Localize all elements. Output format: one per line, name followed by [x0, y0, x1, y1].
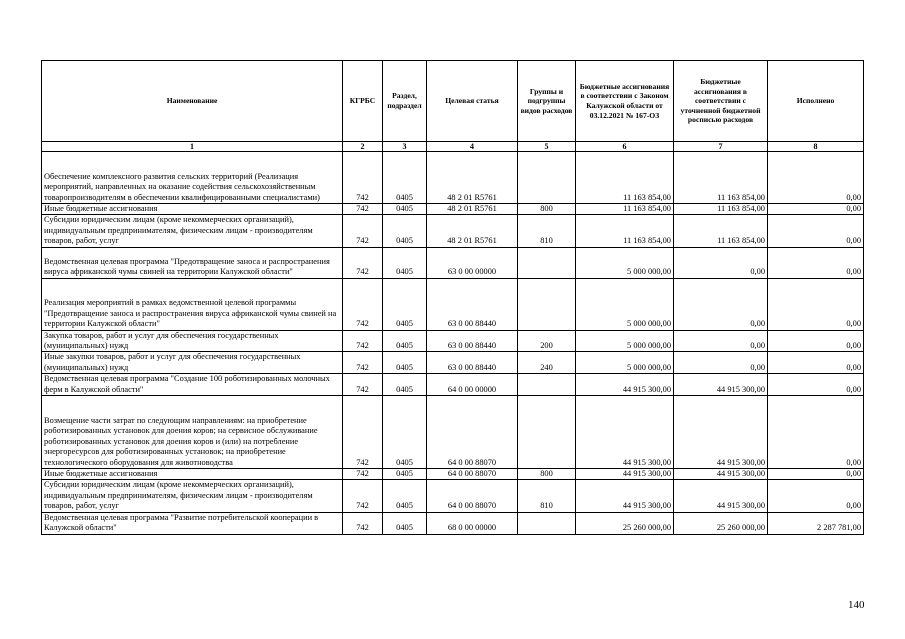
table-row [42, 152, 864, 204]
column-number: 1 [42, 142, 343, 152]
column-number: 7 [674, 142, 768, 152]
budget-table-sheet [41, 60, 863, 535]
table-row [42, 396, 864, 469]
row-article: 64 0 00 88070 [427, 396, 518, 469]
row-law-allocation: 44 915 300,00 [576, 396, 674, 469]
row-razdel: 0405 [383, 480, 427, 512]
table-row [42, 330, 864, 352]
row-name: Иные бюджетные ассигнования [42, 204, 343, 215]
row-name: Возмещение части затрат по следующим направлениям: на приобретение роботизированных установок для доения коров; на сервисное обслуживание роботизированных установок для доения коров и (или) на потребление энергоресурсов для роботизированных установок; на приобретение технологического оборудования для животноводства [42, 396, 343, 469]
row-executed: 0,00 [768, 247, 864, 278]
column-numbers-row [42, 142, 864, 152]
column-number: 3 [383, 142, 427, 152]
row-article: 63 0 00 00000 [427, 247, 518, 278]
header-name: Наименование [42, 61, 343, 142]
column-number: 5 [518, 142, 576, 152]
header-kgrbs: КГРБС [343, 61, 383, 142]
row-article: 48 2 01 R5761 [427, 215, 518, 247]
row-law-allocation: 44 915 300,00 [576, 374, 674, 396]
row-razdel: 0405 [383, 512, 427, 534]
row-plan-allocation: 0,00 [674, 330, 768, 352]
row-name: Иные закупки товаров, работ и услуг для обеспечения государственных (муниципальных) нужд [42, 352, 343, 374]
row-plan-allocation: 25 260 000,00 [674, 512, 768, 534]
table-row [42, 278, 864, 330]
row-kgrbs: 742 [343, 204, 383, 215]
row-plan-allocation: 0,00 [674, 247, 768, 278]
row-group: 240 [518, 352, 576, 374]
row-executed: 0,00 [768, 215, 864, 247]
row-article: 48 2 01 R5761 [427, 152, 518, 204]
row-executed: 0,00 [768, 204, 864, 215]
row-executed: 0,00 [768, 480, 864, 512]
row-plan-allocation: 44 915 300,00 [674, 396, 768, 469]
row-group: 800 [518, 469, 576, 480]
row-article: 63 0 00 88440 [427, 352, 518, 374]
row-kgrbs: 742 [343, 278, 383, 330]
row-name: Ведомственная целевая программа "Развитие потребительской кооперации в Калужской области" [42, 512, 343, 534]
row-razdel: 0405 [383, 396, 427, 469]
row-law-allocation: 11 163 854,00 [576, 215, 674, 247]
row-kgrbs: 742 [343, 469, 383, 480]
row-razdel: 0405 [383, 204, 427, 215]
row-kgrbs: 742 [343, 512, 383, 534]
row-kgrbs: 742 [343, 374, 383, 396]
row-article: 63 0 00 88440 [427, 278, 518, 330]
row-group [518, 247, 576, 278]
row-name: Ведомственная целевая программа "Предотвращение заноса и распространения вируса африканской чумы свиней на территории Калужской области" [42, 247, 343, 278]
row-law-allocation: 5 000 000,00 [576, 352, 674, 374]
header-group: Группы и подгруппы видов расходов [518, 61, 576, 142]
row-law-allocation: 5 000 000,00 [576, 247, 674, 278]
row-name: Реализация мероприятий в рамках ведомственной целевой программы "Предотвращение заноса и распространения вируса африканской чумы свиней на территории Калужской области" [42, 278, 343, 330]
row-name: Иные бюджетные ассигнования [42, 469, 343, 480]
row-razdel: 0405 [383, 278, 427, 330]
row-name: Субсидии юридическим лицам (кроме некоммерческих организаций), индивидуальным предпринимателям, физическим лицам - производителям товаров, работ, услуг [42, 215, 343, 247]
row-kgrbs: 742 [343, 396, 383, 469]
row-kgrbs: 742 [343, 247, 383, 278]
row-plan-allocation: 44 915 300,00 [674, 480, 768, 512]
row-law-allocation: 5 000 000,00 [576, 278, 674, 330]
row-razdel: 0405 [383, 330, 427, 352]
row-executed: 0,00 [768, 469, 864, 480]
row-kgrbs: 742 [343, 330, 383, 352]
row-executed: 0,00 [768, 278, 864, 330]
row-executed: 0,00 [768, 374, 864, 396]
row-group: 200 [518, 330, 576, 352]
header-law-allocation: Бюджетные ассигнования в соответствии с Законом Калужской области от 03.12.2021 № 167-ОЗ [576, 61, 674, 142]
row-law-allocation: 25 260 000,00 [576, 512, 674, 534]
row-kgrbs: 742 [343, 480, 383, 512]
row-law-allocation: 11 163 854,00 [576, 204, 674, 215]
row-name: Обеспечение комплексного развития сельских территорий (Реализация мероприятий, направленных на оказание содействия сельскохозяйственным товаропроизводителям в обеспечении квалифицированными специалистами) [42, 152, 343, 204]
row-name: Закупка товаров, работ и услуг для обеспечения государственных (муниципальных) нужд [42, 330, 343, 352]
row-plan-allocation: 11 163 854,00 [674, 204, 768, 215]
column-number: 8 [768, 142, 864, 152]
row-executed: 0,00 [768, 152, 864, 204]
row-article: 64 0 00 00000 [427, 374, 518, 396]
row-razdel: 0405 [383, 469, 427, 480]
row-plan-allocation: 0,00 [674, 278, 768, 330]
row-law-allocation: 5 000 000,00 [576, 330, 674, 352]
row-article: 63 0 00 88440 [427, 330, 518, 352]
row-executed: 0,00 [768, 330, 864, 352]
row-group: 810 [518, 215, 576, 247]
row-group [518, 396, 576, 469]
row-kgrbs: 742 [343, 215, 383, 247]
row-group [518, 512, 576, 534]
row-article: 64 0 00 88070 [427, 480, 518, 512]
header-article: Целевая статья [427, 61, 518, 142]
table-row [42, 480, 864, 512]
row-name: Субсидии юридическим лицам (кроме некоммерческих организаций), индивидуальным предпринимателям, физическим лицам - производителям товаров, работ, услуг [42, 480, 343, 512]
table-header-row [42, 61, 864, 142]
table-row [42, 215, 864, 247]
table-row [42, 247, 864, 278]
column-number: 2 [343, 142, 383, 152]
table-row [42, 469, 864, 480]
row-name: Ведомственная целевая программа "Создание 100 роботизированных молочных ферм в Калужской области" [42, 374, 343, 396]
header-executed: Исполнено [768, 61, 864, 142]
row-group: 800 [518, 204, 576, 215]
row-razdel: 0405 [383, 215, 427, 247]
row-plan-allocation: 11 163 854,00 [674, 215, 768, 247]
row-plan-allocation: 11 163 854,00 [674, 152, 768, 204]
row-law-allocation: 44 915 300,00 [576, 480, 674, 512]
row-razdel: 0405 [383, 247, 427, 278]
row-razdel: 0405 [383, 152, 427, 204]
row-article: 68 0 00 00000 [427, 512, 518, 534]
row-executed: 0,00 [768, 396, 864, 469]
page-number: 140 [848, 599, 865, 611]
row-plan-allocation: 0,00 [674, 352, 768, 374]
row-kgrbs: 742 [343, 152, 383, 204]
row-kgrbs: 742 [343, 352, 383, 374]
row-article: 48 2 01 R5761 [427, 204, 518, 215]
row-law-allocation: 11 163 854,00 [576, 152, 674, 204]
header-razdel: Раздел, подраздел [383, 61, 427, 142]
row-group [518, 152, 576, 204]
row-law-allocation: 44 915 300,00 [576, 469, 674, 480]
row-article: 64 0 00 88070 [427, 469, 518, 480]
row-razdel: 0405 [383, 352, 427, 374]
row-executed: 0,00 [768, 352, 864, 374]
table-row [42, 512, 864, 534]
row-group: 810 [518, 480, 576, 512]
row-group [518, 278, 576, 330]
table-row [42, 204, 864, 215]
budget-table [41, 60, 864, 535]
header-plan-allocation: Бюджетные ассигнования в соответствии с уточненной бюджетной росписью расходов [674, 61, 768, 142]
row-razdel: 0405 [383, 374, 427, 396]
table-row [42, 352, 864, 374]
column-number: 6 [576, 142, 674, 152]
table-row [42, 374, 864, 396]
row-executed: 2 287 781,00 [768, 512, 864, 534]
row-plan-allocation: 44 915 300,00 [674, 374, 768, 396]
row-plan-allocation: 44 915 300,00 [674, 469, 768, 480]
column-number: 4 [427, 142, 518, 152]
row-group [518, 374, 576, 396]
